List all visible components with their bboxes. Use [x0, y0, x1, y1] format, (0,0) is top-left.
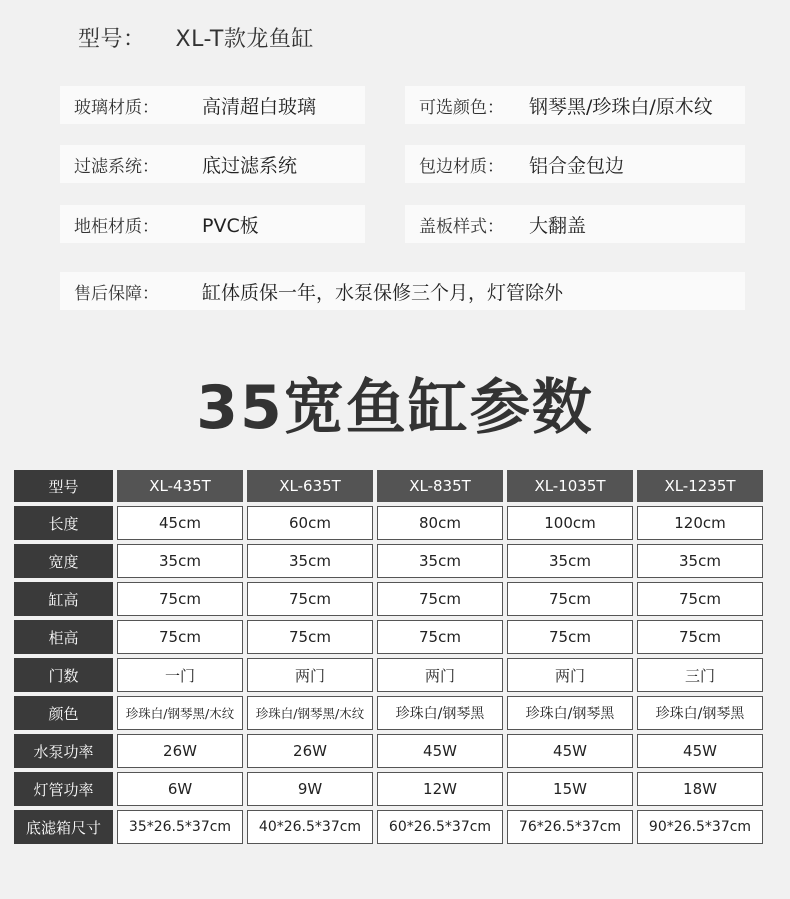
table-cell: 珍珠白/钢琴黑/木纹: [117, 696, 243, 730]
spec-edging: [405, 145, 745, 183]
spec-colors: [405, 86, 745, 124]
spec-warranty: [60, 272, 745, 310]
model-value: XL-T款龙鱼缸: [175, 27, 314, 52]
table-cell: 40*26.5*37cm: [247, 810, 373, 844]
row-header: 灯管功率: [14, 772, 113, 806]
spec-label: 玻璃材质：: [74, 97, 159, 118]
table-cell: 两门: [507, 658, 633, 692]
table-row: [14, 620, 763, 654]
table-cell: 75cm: [507, 582, 633, 616]
table-cell: 6W: [117, 772, 243, 806]
table-cell: 60*26.5*37cm: [377, 810, 503, 844]
spec-label: 可选颜色：: [419, 97, 504, 118]
table-row: [14, 772, 763, 806]
table-cell: 75cm: [117, 582, 243, 616]
column-header: XL-1235T: [637, 470, 763, 502]
table-cell: 珍珠白/钢琴黑/木纹: [247, 696, 373, 730]
table-cell: 珍珠白/钢琴黑: [637, 696, 763, 730]
table-corner-cell: 型号: [14, 470, 113, 502]
column-header: XL-835T: [377, 470, 503, 502]
row-header: 长度: [14, 506, 113, 540]
table-cell: 18W: [637, 772, 763, 806]
table-row: [14, 658, 763, 692]
table-cell: 35cm: [117, 544, 243, 578]
table-cell: 两门: [247, 658, 373, 692]
table-cell: 珍珠白/钢琴黑: [377, 696, 503, 730]
table-cell: 26W: [117, 734, 243, 768]
table-cell: 15W: [507, 772, 633, 806]
table-cell: 三门: [637, 658, 763, 692]
row-header: 门数: [14, 658, 113, 692]
row-header: 底滤箱尺寸: [14, 810, 113, 844]
spec-lid: [405, 205, 745, 243]
table-cell: 100cm: [507, 506, 633, 540]
spec-label: 售后保障：: [74, 283, 159, 304]
table-row: [14, 544, 763, 578]
spec-value: 高清超白玻璃: [202, 95, 317, 118]
column-header: XL-1035T: [507, 470, 633, 502]
table-cell: 35cm: [377, 544, 503, 578]
table-cell: 35*26.5*37cm: [117, 810, 243, 844]
table-cell: 75cm: [377, 620, 503, 654]
table-row: [14, 506, 763, 540]
spec-value: 大翻盖: [529, 214, 587, 237]
table-cell: 35cm: [507, 544, 633, 578]
table-cell: 75cm: [247, 620, 373, 654]
table-cell: 12W: [377, 772, 503, 806]
section-title: 35宽鱼缸参数: [196, 373, 594, 443]
table-cell: 两门: [377, 658, 503, 692]
row-header: 宽度: [14, 544, 113, 578]
parameter-table: [10, 466, 767, 848]
spec-value: PVC板: [202, 214, 259, 237]
table-cell: 9W: [247, 772, 373, 806]
table-row: [14, 696, 763, 730]
spec-value: 铝合金包边: [529, 154, 625, 177]
spec-glass: [60, 86, 365, 124]
table-cell: 75cm: [117, 620, 243, 654]
table-cell: 120cm: [637, 506, 763, 540]
table-cell: 26W: [247, 734, 373, 768]
table-cell: 75cm: [507, 620, 633, 654]
table-cell: 35cm: [637, 544, 763, 578]
spec-label: 过滤系统：: [74, 156, 159, 177]
table-cell: 60cm: [247, 506, 373, 540]
model-line: [78, 22, 314, 53]
spec-filter: [60, 145, 365, 183]
column-header: XL-435T: [117, 470, 243, 502]
table-cell: 75cm: [377, 582, 503, 616]
table-cell: 75cm: [637, 620, 763, 654]
row-header: 柜高: [14, 620, 113, 654]
spec-value: 缸体质保一年，水泵保修三个月，灯管除外: [202, 281, 564, 304]
table-cell: 45W: [507, 734, 633, 768]
table-cell: 45W: [377, 734, 503, 768]
spec-cabinet: [60, 205, 365, 243]
row-header: 缸高: [14, 582, 113, 616]
spec-value: 底过滤系统: [202, 154, 298, 177]
table-cell: 80cm: [377, 506, 503, 540]
table-header-row: [14, 470, 763, 502]
table-cell: 一门: [117, 658, 243, 692]
table-row: [14, 582, 763, 616]
spec-label: 盖板样式：: [419, 216, 504, 237]
row-header: 水泵功率: [14, 734, 113, 768]
model-label: 型号：: [78, 27, 146, 52]
table-cell: 35cm: [247, 544, 373, 578]
table-cell: 45cm: [117, 506, 243, 540]
spec-label: 地柜材质：: [74, 216, 159, 237]
table-row: [14, 734, 763, 768]
spec-label: 包边材质：: [419, 156, 504, 177]
table-cell: 珍珠白/钢琴黑: [507, 696, 633, 730]
table-cell: 76*26.5*37cm: [507, 810, 633, 844]
table-row: [14, 810, 763, 844]
table-cell: 90*26.5*37cm: [637, 810, 763, 844]
table-cell: 75cm: [247, 582, 373, 616]
spec-value: 钢琴黑/珍珠白/原木纹: [529, 95, 713, 118]
table-cell: 75cm: [637, 582, 763, 616]
column-header: XL-635T: [247, 470, 373, 502]
row-header: 颜色: [14, 696, 113, 730]
table-cell: 45W: [637, 734, 763, 768]
